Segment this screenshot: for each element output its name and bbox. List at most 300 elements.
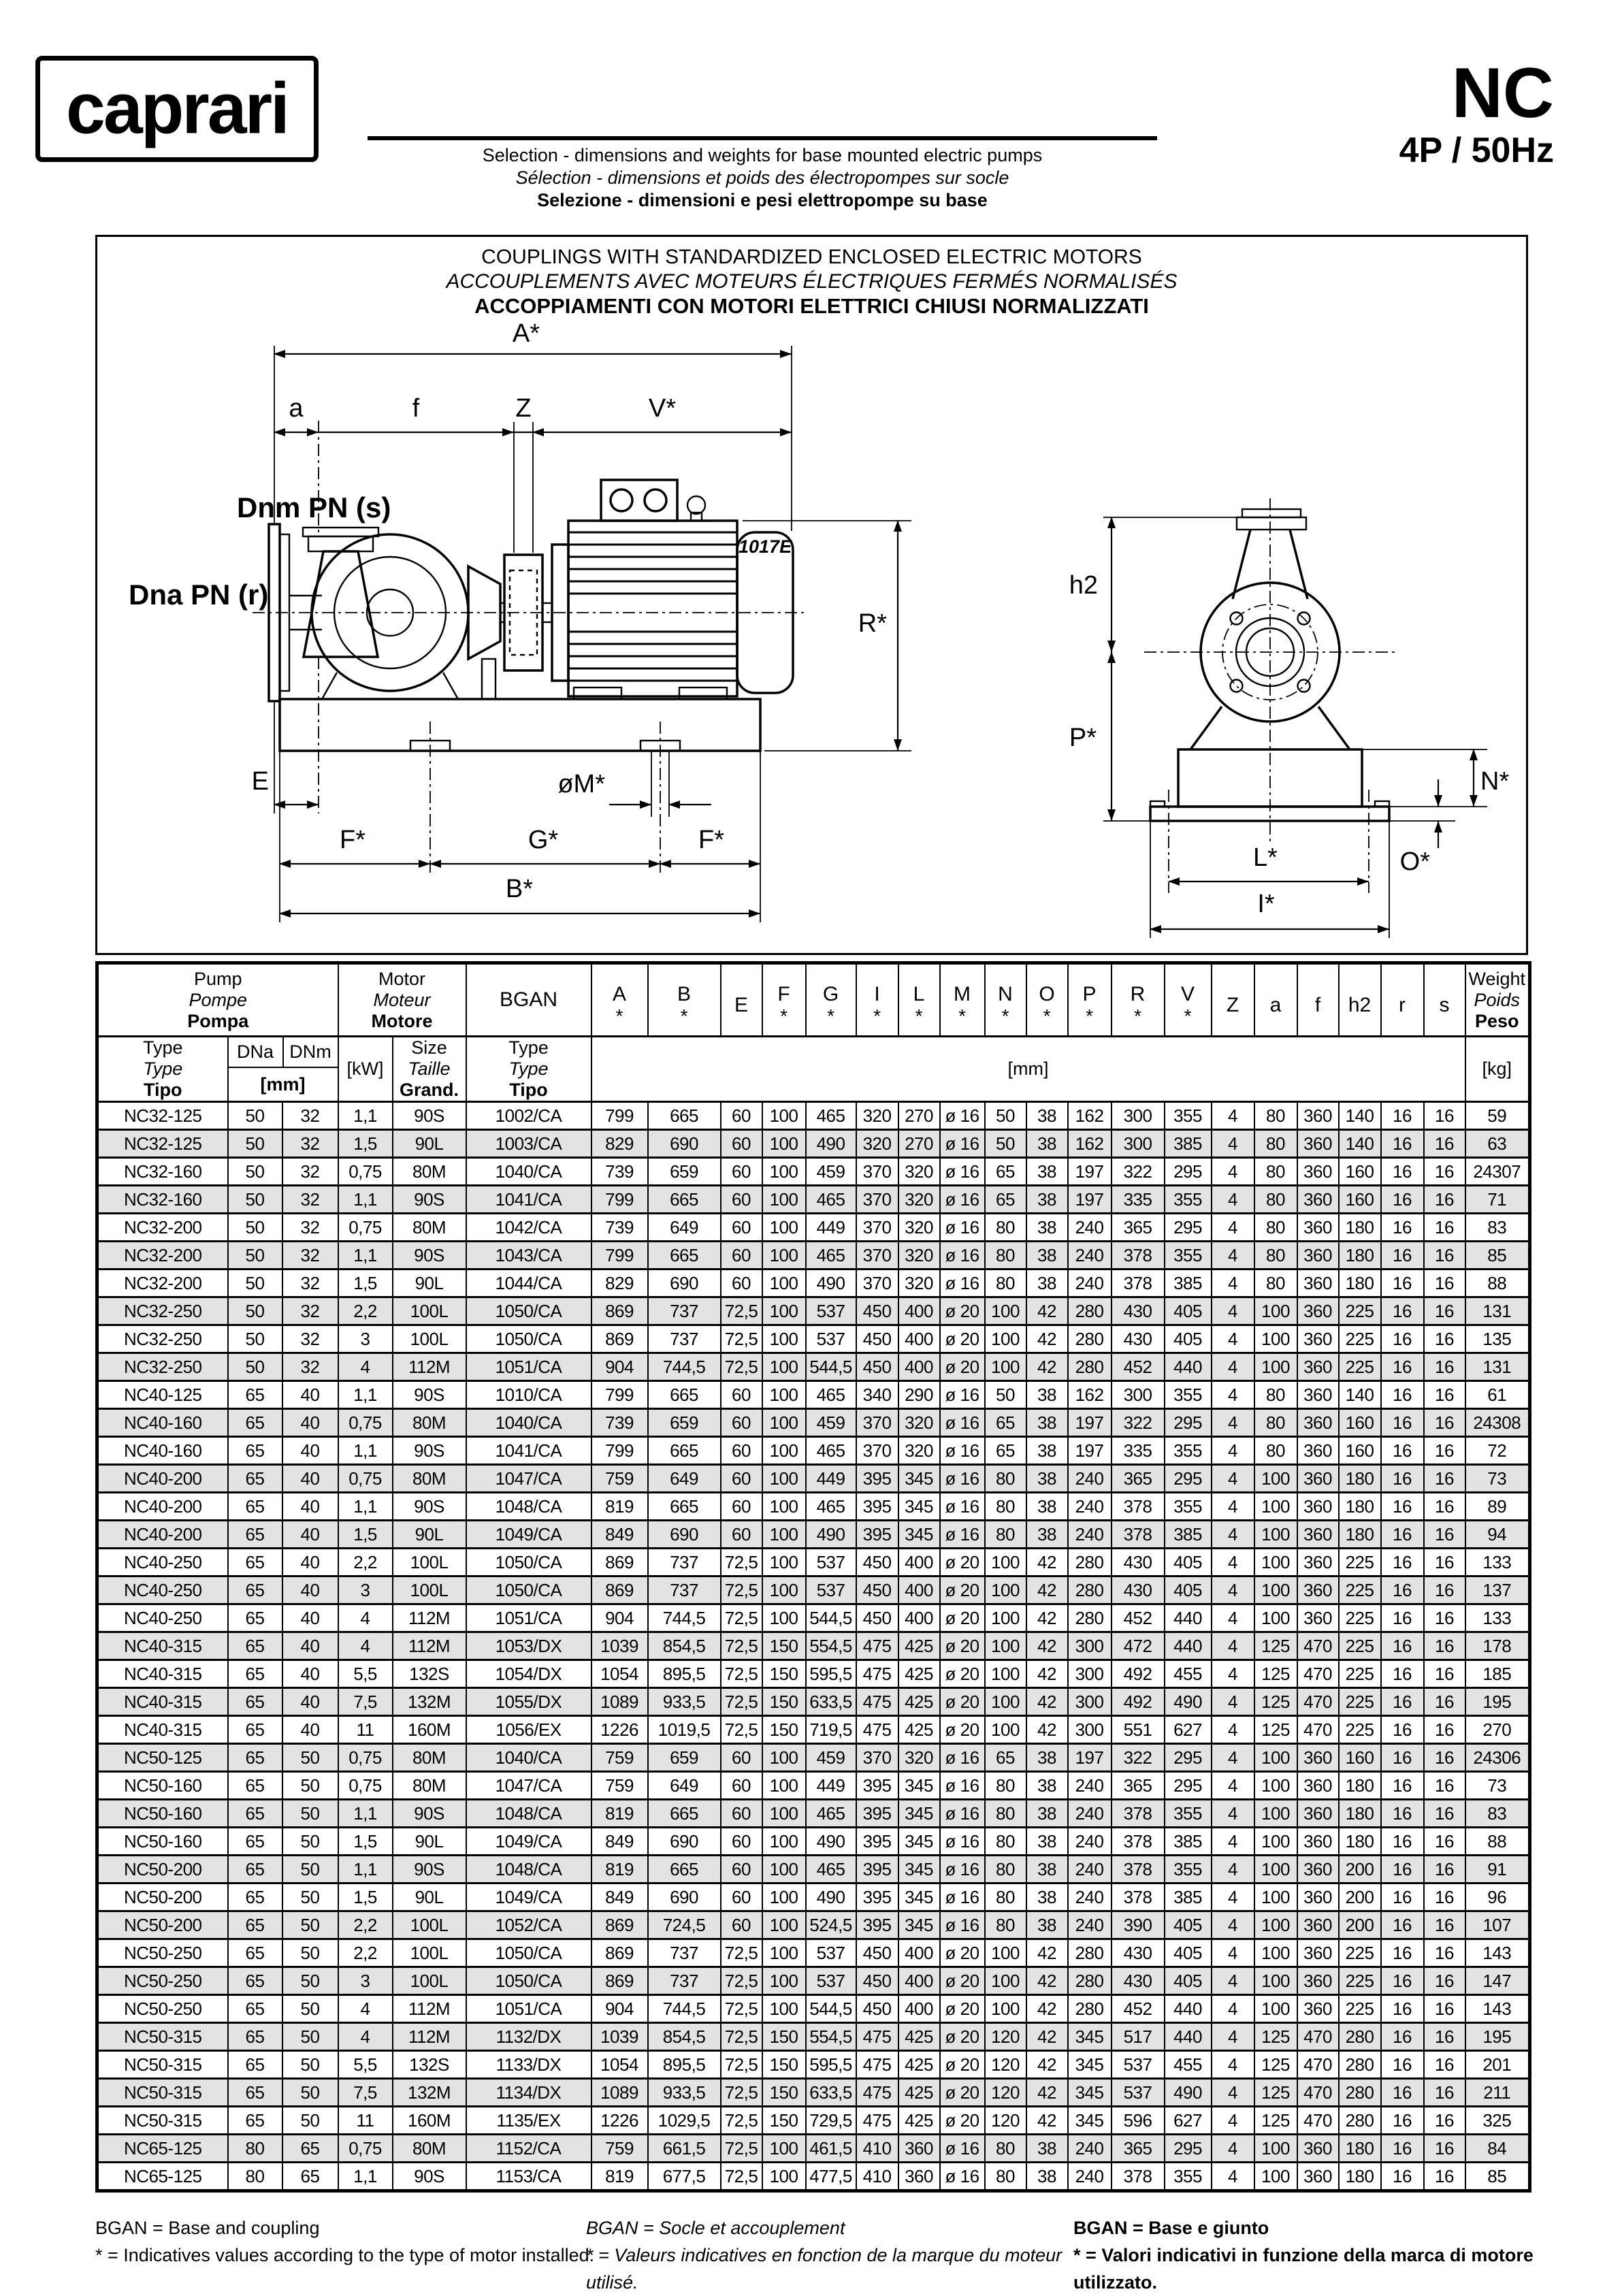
cell-dnm: 32 <box>282 1158 338 1186</box>
cell-motor-size: 112M <box>393 1632 466 1660</box>
cell-A: 819 <box>591 2163 648 2191</box>
cell-R: 378 <box>1112 1856 1165 1883</box>
cell-P: 240 <box>1068 1242 1112 1270</box>
cell-I: 395 <box>856 1828 898 1856</box>
cell-B: 690 <box>648 1883 721 1911</box>
cell-a: 100 <box>1254 2135 1297 2163</box>
cell-B: 677,5 <box>648 2163 721 2191</box>
cell-N: 65 <box>985 1744 1026 1772</box>
cell-s: 16 <box>1424 1521 1465 1549</box>
cell-P: 345 <box>1068 2107 1112 2135</box>
cell-bgan-type: 1010/CA <box>466 1381 591 1409</box>
cell-A: 1226 <box>591 1716 648 1744</box>
cell-N: 50 <box>985 1130 1026 1158</box>
cell-s: 16 <box>1424 1186 1465 1214</box>
footnote-fr-line1: BGAN = Socle et accouplement <box>586 2218 845 2238</box>
cell-P: 345 <box>1068 2079 1112 2107</box>
cell-I: 395 <box>856 1883 898 1911</box>
cell-F: 100 <box>762 1828 806 1856</box>
cell-kw: 3 <box>338 1967 393 1995</box>
cell-kw: 11 <box>338 2107 393 2135</box>
cell-A: 1039 <box>591 1632 648 1660</box>
cell-weight: 195 <box>1465 2023 1530 2051</box>
cell-weight: 83 <box>1465 1800 1530 1828</box>
pump-type-subheader <box>97 1037 228 1102</box>
cell-kw: 2,2 <box>338 1911 393 1939</box>
cell-B: 649 <box>648 1465 721 1493</box>
cell-B: 665 <box>648 1242 721 1270</box>
dn-mm-unit: [mm] <box>260 1073 306 1095</box>
cell-G: 459 <box>806 1158 856 1186</box>
cell-G: 537 <box>806 1325 856 1353</box>
table-row <box>97 1744 1530 1772</box>
cell-dna: 65 <box>228 1911 282 1939</box>
cell-P: 280 <box>1068 1325 1112 1353</box>
header-rule <box>368 136 1157 140</box>
cell-I: 395 <box>856 1465 898 1493</box>
cell-P: 300 <box>1068 1660 1112 1688</box>
cell-bgan-type: 1049/CA <box>466 1883 591 1911</box>
cell-G: 729,5 <box>806 2107 856 2135</box>
cell-O: 42 <box>1026 1660 1068 1688</box>
cell-I: 475 <box>856 1688 898 1716</box>
cell-f: 360 <box>1297 1130 1339 1158</box>
cell-P: 280 <box>1068 1967 1112 1995</box>
cell-a: 125 <box>1254 1716 1297 1744</box>
cell-bgan-type: 1050/CA <box>466 1939 591 1967</box>
cell-N: 100 <box>985 1716 1026 1744</box>
cell-L: 345 <box>898 1465 940 1493</box>
series-spec: 4P / 50Hz <box>1399 131 1554 170</box>
cell-M: ø 20 <box>940 1577 985 1604</box>
cell-P: 197 <box>1068 1186 1112 1214</box>
cell-dnm: 65 <box>282 2135 338 2163</box>
cell-s: 16 <box>1424 2107 1465 2135</box>
dim-col-header-s: s <box>1424 963 1465 1037</box>
cell-motor-size: 90S <box>393 1242 466 1270</box>
cell-O: 38 <box>1026 1465 1068 1493</box>
cell-kw: 1,5 <box>338 1883 393 1911</box>
cell-pump-type: NC65-125 <box>97 2135 228 2163</box>
cell-motor-size: 90L <box>393 1521 466 1549</box>
cell-P: 240 <box>1068 1828 1112 1856</box>
cell-s: 16 <box>1424 1577 1465 1604</box>
footnote-fr-line2: * = Valeurs indicatives en fonction de la marque du moteur utilisé. <box>586 2245 1063 2293</box>
cell-motor-size: 90S <box>393 1381 466 1409</box>
cell-weight: 89 <box>1465 1493 1530 1521</box>
cell-B: 649 <box>648 1772 721 1800</box>
cell-dnm: 40 <box>282 1632 338 1660</box>
cell-E: 72,5 <box>721 1549 762 1577</box>
cell-I: 450 <box>856 1577 898 1604</box>
cell-f: 470 <box>1297 1688 1339 1716</box>
cell-motor-size: 100L <box>393 1577 466 1604</box>
cell-F: 100 <box>762 1772 806 1800</box>
cell-f: 360 <box>1297 1353 1339 1381</box>
cell-Z: 4 <box>1212 2023 1254 2051</box>
cell-weight: 88 <box>1465 1828 1530 1856</box>
dim-label-Z: Z <box>515 394 532 423</box>
cell-F: 100 <box>762 1521 806 1549</box>
table-row <box>97 1800 1530 1828</box>
cell-dna: 65 <box>228 2023 282 2051</box>
cell-r: 16 <box>1381 1353 1424 1381</box>
cell-F: 100 <box>762 1437 806 1465</box>
table-row <box>97 1521 1530 1549</box>
cell-N: 80 <box>985 1242 1026 1270</box>
cell-G: 524,5 <box>806 1911 856 1939</box>
cell-pump-type: NC50-160 <box>97 1828 228 1856</box>
cell-B: 744,5 <box>648 1604 721 1632</box>
type-subheader-fr: Type <box>143 1058 183 1079</box>
table-row <box>97 2079 1530 2107</box>
cell-bgan-type: 1048/CA <box>466 1493 591 1521</box>
cell-dna: 50 <box>228 1242 282 1270</box>
cell-N: 100 <box>985 1353 1026 1381</box>
cell-B: 737 <box>648 1325 721 1353</box>
bgan-type-en: Type <box>508 1037 549 1058</box>
cell-G: 719,5 <box>806 1716 856 1744</box>
cell-s: 16 <box>1424 1409 1465 1437</box>
cell-N: 80 <box>985 1883 1026 1911</box>
dim-label-P: P* <box>1069 724 1097 752</box>
cell-pump-type: NC32-160 <box>97 1186 228 1214</box>
cell-dna: 65 <box>228 2079 282 2107</box>
cell-E: 60 <box>721 1493 762 1521</box>
bgan-group-header: BGAN <box>466 963 591 1037</box>
cell-M: ø 16 <box>940 1214 985 1242</box>
cell-dnm: 40 <box>282 1549 338 1577</box>
cell-a: 80 <box>1254 1130 1297 1158</box>
cell-N: 100 <box>985 1688 1026 1716</box>
cell-A: 869 <box>591 1325 648 1353</box>
cell-O: 38 <box>1026 2163 1068 2191</box>
cell-M: ø 16 <box>940 1911 985 1939</box>
cell-I: 450 <box>856 1967 898 1995</box>
cell-L: 345 <box>898 1911 940 1939</box>
cell-dnm: 32 <box>282 1214 338 1242</box>
cell-N: 80 <box>985 2135 1026 2163</box>
cell-A: 799 <box>591 1437 648 1465</box>
drawing-panel <box>95 235 1528 955</box>
motor-tag-label: 1017E <box>739 536 792 557</box>
cell-motor-size: 100L <box>393 1549 466 1577</box>
cell-E: 72,5 <box>721 2051 762 2079</box>
cell-s: 16 <box>1424 1856 1465 1883</box>
cell-V: 355 <box>1165 1186 1212 1214</box>
cell-R: 378 <box>1112 1521 1165 1549</box>
cell-h2: 280 <box>1339 2107 1381 2135</box>
cell-M: ø 16 <box>940 1270 985 1297</box>
cell-B: 659 <box>648 1158 721 1186</box>
cell-dnm: 50 <box>282 1856 338 1883</box>
cell-R: 378 <box>1112 2163 1165 2191</box>
cell-O: 42 <box>1026 1325 1068 1353</box>
table-row <box>97 1577 1530 1604</box>
cell-E: 60 <box>721 1465 762 1493</box>
cell-motor-size: 80M <box>393 2135 466 2163</box>
cell-O: 38 <box>1026 1744 1068 1772</box>
cell-M: ø 16 <box>940 1744 985 1772</box>
cell-O: 42 <box>1026 1297 1068 1325</box>
cell-P: 240 <box>1068 1465 1112 1493</box>
cell-weight: 135 <box>1465 1325 1530 1353</box>
cell-E: 72,5 <box>721 1325 762 1353</box>
cell-weight: 84 <box>1465 2135 1530 2163</box>
cell-motor-size: 90L <box>393 1270 466 1297</box>
cell-F: 100 <box>762 1939 806 1967</box>
cell-B: 724,5 <box>648 1911 721 1939</box>
dnm-subheader: DNm <box>289 1041 331 1063</box>
cell-r: 16 <box>1381 1102 1424 1130</box>
cell-R: 365 <box>1112 1465 1165 1493</box>
cell-motor-size: 80M <box>393 1744 466 1772</box>
cell-M: ø 20 <box>940 1660 985 1688</box>
cell-I: 475 <box>856 1632 898 1660</box>
cell-N: 100 <box>985 1549 1026 1577</box>
cell-O: 42 <box>1026 1632 1068 1660</box>
cell-s: 16 <box>1424 1158 1465 1186</box>
cell-M: ø 20 <box>940 2051 985 2079</box>
cell-R: 365 <box>1112 1772 1165 1800</box>
cell-G: 490 <box>806 1130 856 1158</box>
cell-L: 425 <box>898 2051 940 2079</box>
cell-bgan-type: 1048/CA <box>466 1800 591 1828</box>
cell-I: 450 <box>856 1549 898 1577</box>
cell-R: 430 <box>1112 1325 1165 1353</box>
cell-R: 452 <box>1112 1353 1165 1381</box>
cell-dnm: 50 <box>282 2051 338 2079</box>
cell-r: 16 <box>1381 1465 1424 1493</box>
cell-dnm: 32 <box>282 1130 338 1158</box>
cell-P: 197 <box>1068 1409 1112 1437</box>
cell-N: 80 <box>985 1856 1026 1883</box>
cell-f: 360 <box>1297 1800 1339 1828</box>
cell-P: 345 <box>1068 2051 1112 2079</box>
cell-dna: 65 <box>228 1856 282 1883</box>
cell-a: 100 <box>1254 1800 1297 1828</box>
cell-h2: 225 <box>1339 1353 1381 1381</box>
cell-s: 16 <box>1424 1688 1465 1716</box>
dim-col-header-E: E <box>721 963 762 1037</box>
cell-F: 100 <box>762 1270 806 1297</box>
kw-unit-header: [kW] <box>338 1037 393 1102</box>
cell-kw: 0,75 <box>338 1158 393 1186</box>
cell-L: 320 <box>898 1437 940 1465</box>
cell-pump-type: NC40-315 <box>97 1716 228 1744</box>
cell-weight: 131 <box>1465 1353 1530 1381</box>
cell-f: 360 <box>1297 1828 1339 1856</box>
cell-a: 80 <box>1254 1214 1297 1242</box>
cell-dna: 50 <box>228 1353 282 1381</box>
cell-R: 378 <box>1112 1242 1165 1270</box>
cell-r: 16 <box>1381 1297 1424 1325</box>
drawing-title-it: ACCOPPIAMENTI CON MOTORI ELETTRICI CHIUSI NORMALIZZATI <box>474 294 1149 318</box>
cell-pump-type: NC65-125 <box>97 2163 228 2191</box>
cell-V: 355 <box>1165 1437 1212 1465</box>
cell-weight: 85 <box>1465 2163 1530 2191</box>
cell-motor-size: 100L <box>393 1967 466 1995</box>
cell-motor-size: 100L <box>393 1325 466 1353</box>
cell-I: 320 <box>856 1102 898 1130</box>
cell-f: 360 <box>1297 1102 1339 1130</box>
cell-dnm: 32 <box>282 1353 338 1381</box>
cell-A: 739 <box>591 1409 648 1437</box>
cell-f: 360 <box>1297 1214 1339 1242</box>
cell-s: 16 <box>1424 2079 1465 2107</box>
cell-h2: 140 <box>1339 1381 1381 1409</box>
cell-h2: 160 <box>1339 1186 1381 1214</box>
cell-dnm: 50 <box>282 1772 338 1800</box>
cell-Z: 4 <box>1212 1716 1254 1744</box>
cell-E: 72,5 <box>721 1716 762 1744</box>
cell-s: 16 <box>1424 1604 1465 1632</box>
cell-h2: 225 <box>1339 1967 1381 1995</box>
cell-R: 378 <box>1112 1828 1165 1856</box>
cell-O: 42 <box>1026 1577 1068 1604</box>
cell-N: 100 <box>985 1632 1026 1660</box>
cell-G: 537 <box>806 1549 856 1577</box>
cell-O: 42 <box>1026 2107 1068 2135</box>
cell-O: 38 <box>1026 1521 1068 1549</box>
cell-P: 240 <box>1068 1772 1112 1800</box>
cell-dna: 65 <box>228 1772 282 1800</box>
motor-group-header <box>338 963 466 1037</box>
cell-bgan-type: 1133/DX <box>466 2051 591 2079</box>
cell-V: 455 <box>1165 2051 1212 2079</box>
cell-E: 60 <box>721 1381 762 1409</box>
cell-A: 1226 <box>591 2107 648 2135</box>
cell-B: 1029,5 <box>648 2107 721 2135</box>
cell-G: 544,5 <box>806 1995 856 2023</box>
cell-V: 490 <box>1165 1688 1212 1716</box>
cell-B: 665 <box>648 1186 721 1214</box>
cell-N: 50 <box>985 1381 1026 1409</box>
cell-L: 320 <box>898 1214 940 1242</box>
cell-h2: 180 <box>1339 1828 1381 1856</box>
cell-P: 240 <box>1068 1911 1112 1939</box>
cell-F: 100 <box>762 1856 806 1883</box>
page-subtitle <box>368 144 1157 212</box>
table-row <box>97 1660 1530 1688</box>
dim-label-O: O* <box>1399 847 1430 876</box>
cell-B: 661,5 <box>648 2135 721 2163</box>
cell-O: 38 <box>1026 1828 1068 1856</box>
cell-N: 65 <box>985 1186 1026 1214</box>
cell-dna: 65 <box>228 1939 282 1967</box>
cell-F: 150 <box>762 1688 806 1716</box>
cell-weight: 96 <box>1465 1883 1530 1911</box>
cell-a: 100 <box>1254 1353 1297 1381</box>
cell-weight: 185 <box>1465 1660 1530 1688</box>
cell-M: ø 16 <box>940 1883 985 1911</box>
cell-h2: 200 <box>1339 1883 1381 1911</box>
cell-pump-type: NC50-200 <box>97 1911 228 1939</box>
cell-L: 425 <box>898 1716 940 1744</box>
cell-E: 60 <box>721 1186 762 1214</box>
cell-weight: 143 <box>1465 1995 1530 2023</box>
cell-f: 360 <box>1297 1186 1339 1214</box>
cell-N: 80 <box>985 1214 1026 1242</box>
cell-N: 100 <box>985 1995 1026 2023</box>
cell-O: 38 <box>1026 1911 1068 1939</box>
table-row <box>97 1437 1530 1465</box>
cell-F: 150 <box>762 1660 806 1688</box>
cell-f: 470 <box>1297 2051 1339 2079</box>
discharge-flange-label: Dnm PN (s) <box>237 491 391 523</box>
end-view <box>1069 498 1510 938</box>
cell-E: 60 <box>721 1800 762 1828</box>
cell-G: 449 <box>806 1772 856 1800</box>
cell-Z: 4 <box>1212 1158 1254 1186</box>
cell-B: 690 <box>648 1828 721 1856</box>
cell-dna: 50 <box>228 1270 282 1297</box>
cell-L: 345 <box>898 1521 940 1549</box>
cell-weight: 59 <box>1465 1102 1530 1130</box>
cell-V: 295 <box>1165 1214 1212 1242</box>
cell-kw: 3 <box>338 1325 393 1353</box>
cell-V: 355 <box>1165 1242 1212 1270</box>
cell-kw: 1,1 <box>338 1856 393 1883</box>
cell-M: ø 16 <box>940 1381 985 1409</box>
cell-A: 799 <box>591 1102 648 1130</box>
cell-P: 280 <box>1068 1297 1112 1325</box>
cell-N: 100 <box>985 1604 1026 1632</box>
cell-h2: 180 <box>1339 1800 1381 1828</box>
cell-E: 60 <box>721 1911 762 1939</box>
cell-dna: 65 <box>228 2107 282 2135</box>
cell-F: 100 <box>762 1297 806 1325</box>
cell-r: 16 <box>1381 2023 1424 2051</box>
cell-O: 38 <box>1026 1437 1068 1465</box>
cell-pump-type: NC50-250 <box>97 1939 228 1967</box>
cell-O: 38 <box>1026 1381 1068 1409</box>
motor-header-en: Motor <box>378 968 426 989</box>
cell-a: 80 <box>1254 1409 1297 1437</box>
cell-pump-type: NC40-250 <box>97 1549 228 1577</box>
cell-r: 16 <box>1381 1688 1424 1716</box>
cell-E: 60 <box>721 1744 762 1772</box>
cell-O: 38 <box>1026 1270 1068 1297</box>
dim-label-f: f <box>412 394 420 423</box>
dim-label-L: L* <box>1253 843 1278 872</box>
cell-s: 16 <box>1424 1632 1465 1660</box>
cell-R: 378 <box>1112 1883 1165 1911</box>
cell-F: 100 <box>762 1242 806 1270</box>
table-row <box>97 1130 1530 1158</box>
cell-G: 537 <box>806 1967 856 1995</box>
cell-pump-type: NC40-200 <box>97 1493 228 1521</box>
cell-a: 100 <box>1254 1744 1297 1772</box>
cell-dna: 80 <box>228 2135 282 2163</box>
cell-weight: 71 <box>1465 1186 1530 1214</box>
cell-B: 933,5 <box>648 1688 721 1716</box>
cell-r: 16 <box>1381 1911 1424 1939</box>
cell-r: 16 <box>1381 1772 1424 1800</box>
cell-F: 150 <box>762 1716 806 1744</box>
subtitle-it: Selezione - dimensioni e pesi elettropompe su base <box>537 190 988 210</box>
cell-L: 400 <box>898 1297 940 1325</box>
cell-M: ø 16 <box>940 1465 985 1493</box>
cell-dnm: 50 <box>282 1911 338 1939</box>
cell-F: 100 <box>762 1549 806 1577</box>
cell-V: 405 <box>1165 1549 1212 1577</box>
cell-F: 100 <box>762 1325 806 1353</box>
cell-dna: 65 <box>228 1465 282 1493</box>
cell-O: 38 <box>1026 1800 1068 1828</box>
cell-h2: 180 <box>1339 1270 1381 1297</box>
cell-bgan-type: 1047/CA <box>466 1465 591 1493</box>
